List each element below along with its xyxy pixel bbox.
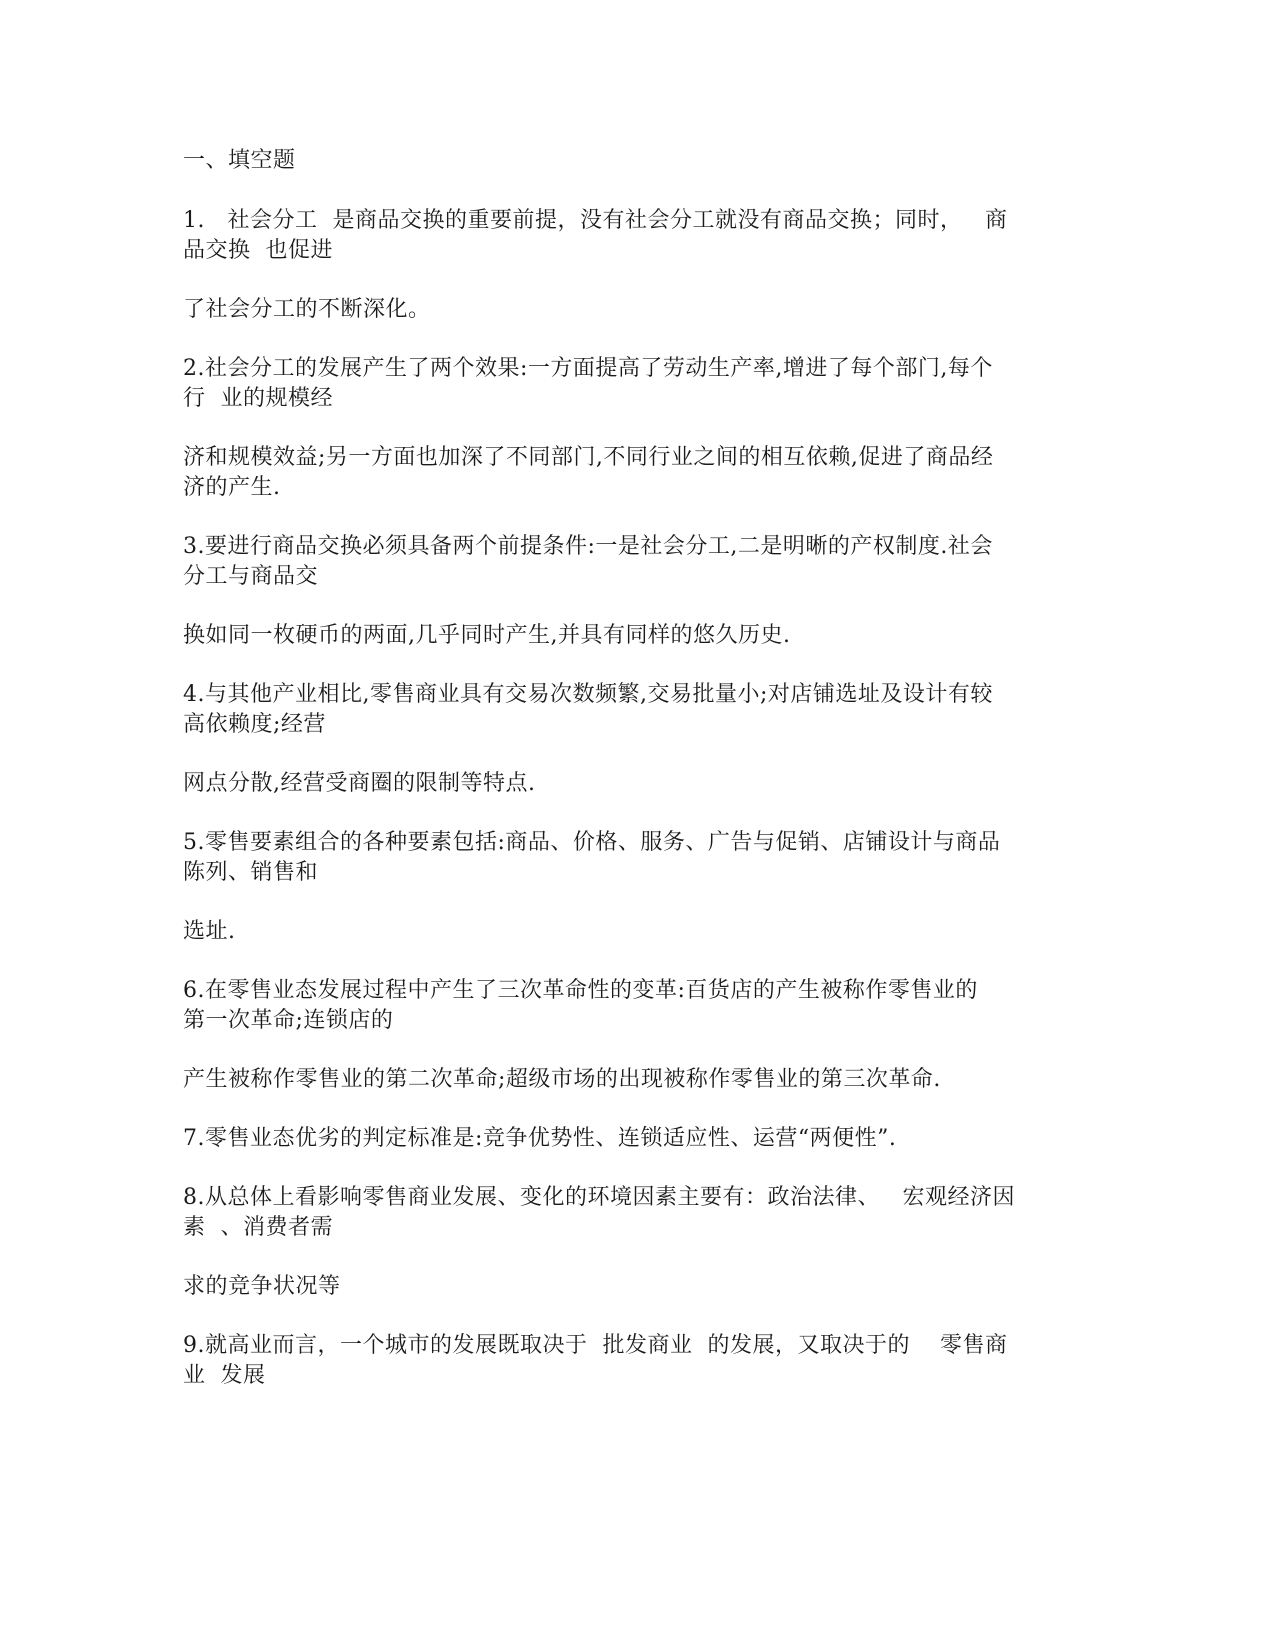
text-line: 品交换 也促进 — [183, 238, 333, 263]
text-line: 6.在零售业态发展过程中产生了三次革命性的变革:百货店的产生被称作零售业的 — [183, 978, 978, 1003]
text-line: 3.要进行商品交换必须具备两个前提条件:一是社会分工,二是明晰的产权制度.社会 — [183, 534, 993, 559]
paragraph — [183, 1124, 1063, 1154]
paragraph — [183, 354, 1063, 414]
text-line: 素 、消费者需 — [183, 1215, 333, 1240]
text-line: 选址. — [183, 919, 236, 944]
paragraph — [183, 206, 1063, 266]
paragraph — [183, 532, 1063, 592]
text-line: 陈列、销售和 — [183, 860, 319, 885]
document-body — [183, 146, 1063, 1420]
text-line: 9.就高业而言，一个城市的发展既取决于 批发商业 的发展，又取决于的 零售商 — [183, 1333, 1008, 1358]
text-line: 行 业的规模经 — [183, 386, 333, 411]
text-line: 了社会分工的不断深化。 — [183, 297, 431, 322]
text-line: 求的竞争状况等 — [183, 1274, 341, 1299]
text-line: 2.社会分工的发展产生了两个效果:一方面提高了劳动生产率,增进了每个部门,每个 — [183, 356, 993, 381]
paragraph — [183, 1065, 1063, 1095]
paragraph — [183, 976, 1063, 1036]
text-line: 5.零售要素组合的各种要素包括:商品、价格、服务、广告与促销、店铺设计与商品 — [183, 830, 1001, 855]
text-line: 网点分散,经营受商圈的限制等特点. — [183, 771, 536, 796]
text-line: 1. 社会分工 是商品交换的重要前提，没有社会分工就没有商品交换；同时， 商 — [183, 208, 1008, 233]
text-line: 8.从总体上看影响零售商业发展、变化的环境因素主要有：政治法律、 宏观经济因 — [183, 1185, 1015, 1210]
paragraph — [183, 1331, 1063, 1391]
paragraph — [183, 1272, 1063, 1302]
paragraph — [183, 828, 1063, 888]
paragraph — [183, 917, 1063, 947]
section-heading: 一、填空题 — [183, 148, 296, 173]
paragraph — [183, 680, 1063, 740]
text-line: 产生被称作零售业的第二次革命;超级市场的出现被称作零售业的第三次革命. — [183, 1067, 941, 1092]
paragraph — [183, 443, 1063, 503]
paragraph — [183, 621, 1063, 651]
paragraph — [183, 769, 1063, 799]
text-line: 换如同一枚硬币的两面,几乎同时产生,并具有同样的悠久历史. — [183, 623, 791, 648]
text-line: 业 发展 — [183, 1363, 266, 1388]
text-line: 济的产生. — [183, 475, 281, 500]
text-line: 济和规模效益;另一方面也加深了不同部门,不同行业之间的相互依赖,促进了商品经 — [183, 445, 994, 470]
text-line: 7.零售业态优劣的判定标准是:竞争优势性、连锁适应性、运营“两便性”. — [183, 1126, 897, 1151]
text-line: 4.与其他产业相比,零售商业具有交易次数频繁,交易批量小;对店铺选址及设计有较 — [183, 682, 993, 707]
paragraph — [183, 295, 1063, 325]
paragraph — [183, 1183, 1063, 1243]
text-line: 高依赖度;经营 — [183, 712, 326, 737]
text-line: 第一次革命;连锁店的 — [183, 1008, 394, 1033]
paragraph-list — [183, 206, 1063, 1391]
text-line: 分工与商品交 — [183, 564, 319, 589]
